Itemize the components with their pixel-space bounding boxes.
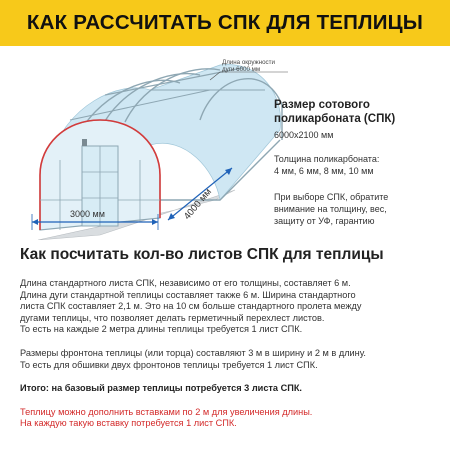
arc-label-line1: Длина окружности (222, 59, 275, 66)
paragraph-line: Длина стандартного листа СПК, независимо от его толщины, составляет 6 м. (20, 278, 351, 288)
paragraph-line: дугами теплицы, что позволяет делать герметичный перехлест листов. (20, 312, 325, 323)
length-arrow-bottom (168, 213, 175, 220)
width-arrow-right (152, 219, 158, 225)
spec-thickness-line2: 4 мм, 6 мм, 8 мм, 10 мм (274, 166, 374, 176)
paragraph-line: То есть для обшивки двух фронтонов теплицы требуется 1 лист СПК. (20, 359, 318, 370)
paragraph-line: листа СПК составляет 2,1 м. Это на 10 см больше стандартного пролета между (20, 301, 362, 312)
greenhouse-drawing (10, 50, 290, 240)
header-banner (0, 0, 450, 46)
explanation-text (20, 278, 440, 430)
spec-thickness-line1: Толщина поликарбоната: (274, 154, 380, 164)
spec-title-line1: Размер сотового (274, 99, 370, 111)
extension-note-line2: На каждую такую вставку потребуется 1 лист СПК. (20, 418, 237, 429)
page-title: КАК РАССЧИТАТЬ СПК ДЛЯ ТЕПЛИЦЫ (26, 11, 424, 34)
paragraph-line: Длина дуги стандартной теплицы составляет также 6 м. Ширина стандартного (20, 289, 356, 300)
section-title: Как посчитать кол-во листов СПК для теплицы (20, 246, 384, 263)
spec-size: 6000х2100 мм (274, 130, 334, 140)
result-text: Итого: на базовый размер теплицы потребуется 3 листа СПК. (20, 383, 302, 394)
door-handle (82, 139, 87, 146)
extension-note-line1: Теплицу можно дополнить вставками по 2 м для увеличения длины. (20, 406, 313, 417)
width-arrow-left (32, 219, 38, 225)
paragraph-line: То есть на каждые 2 метра длины теплицы требуется 1 лист СПК. (20, 324, 303, 335)
spec-note-line1: При выборе СПК, обратите (274, 192, 389, 202)
spec-title-line2: поликарбоната (СПК) (274, 113, 396, 125)
greenhouse-diagram (10, 50, 290, 240)
paragraph-line: Размеры фронтона теплицы (или торца) составляют 3 м в ширину и 2 м в длину. (20, 347, 366, 358)
spec-note-line3: защиту от УФ, гарантию (274, 216, 375, 226)
arc-label-line2: дуги 6000 мм (222, 66, 261, 73)
spec-panel (274, 98, 444, 227)
length-label: 4000 мм (181, 186, 214, 222)
spec-note-line2: внимание на толщину, вес, (274, 204, 387, 214)
width-label: 3000 мм (70, 209, 105, 219)
